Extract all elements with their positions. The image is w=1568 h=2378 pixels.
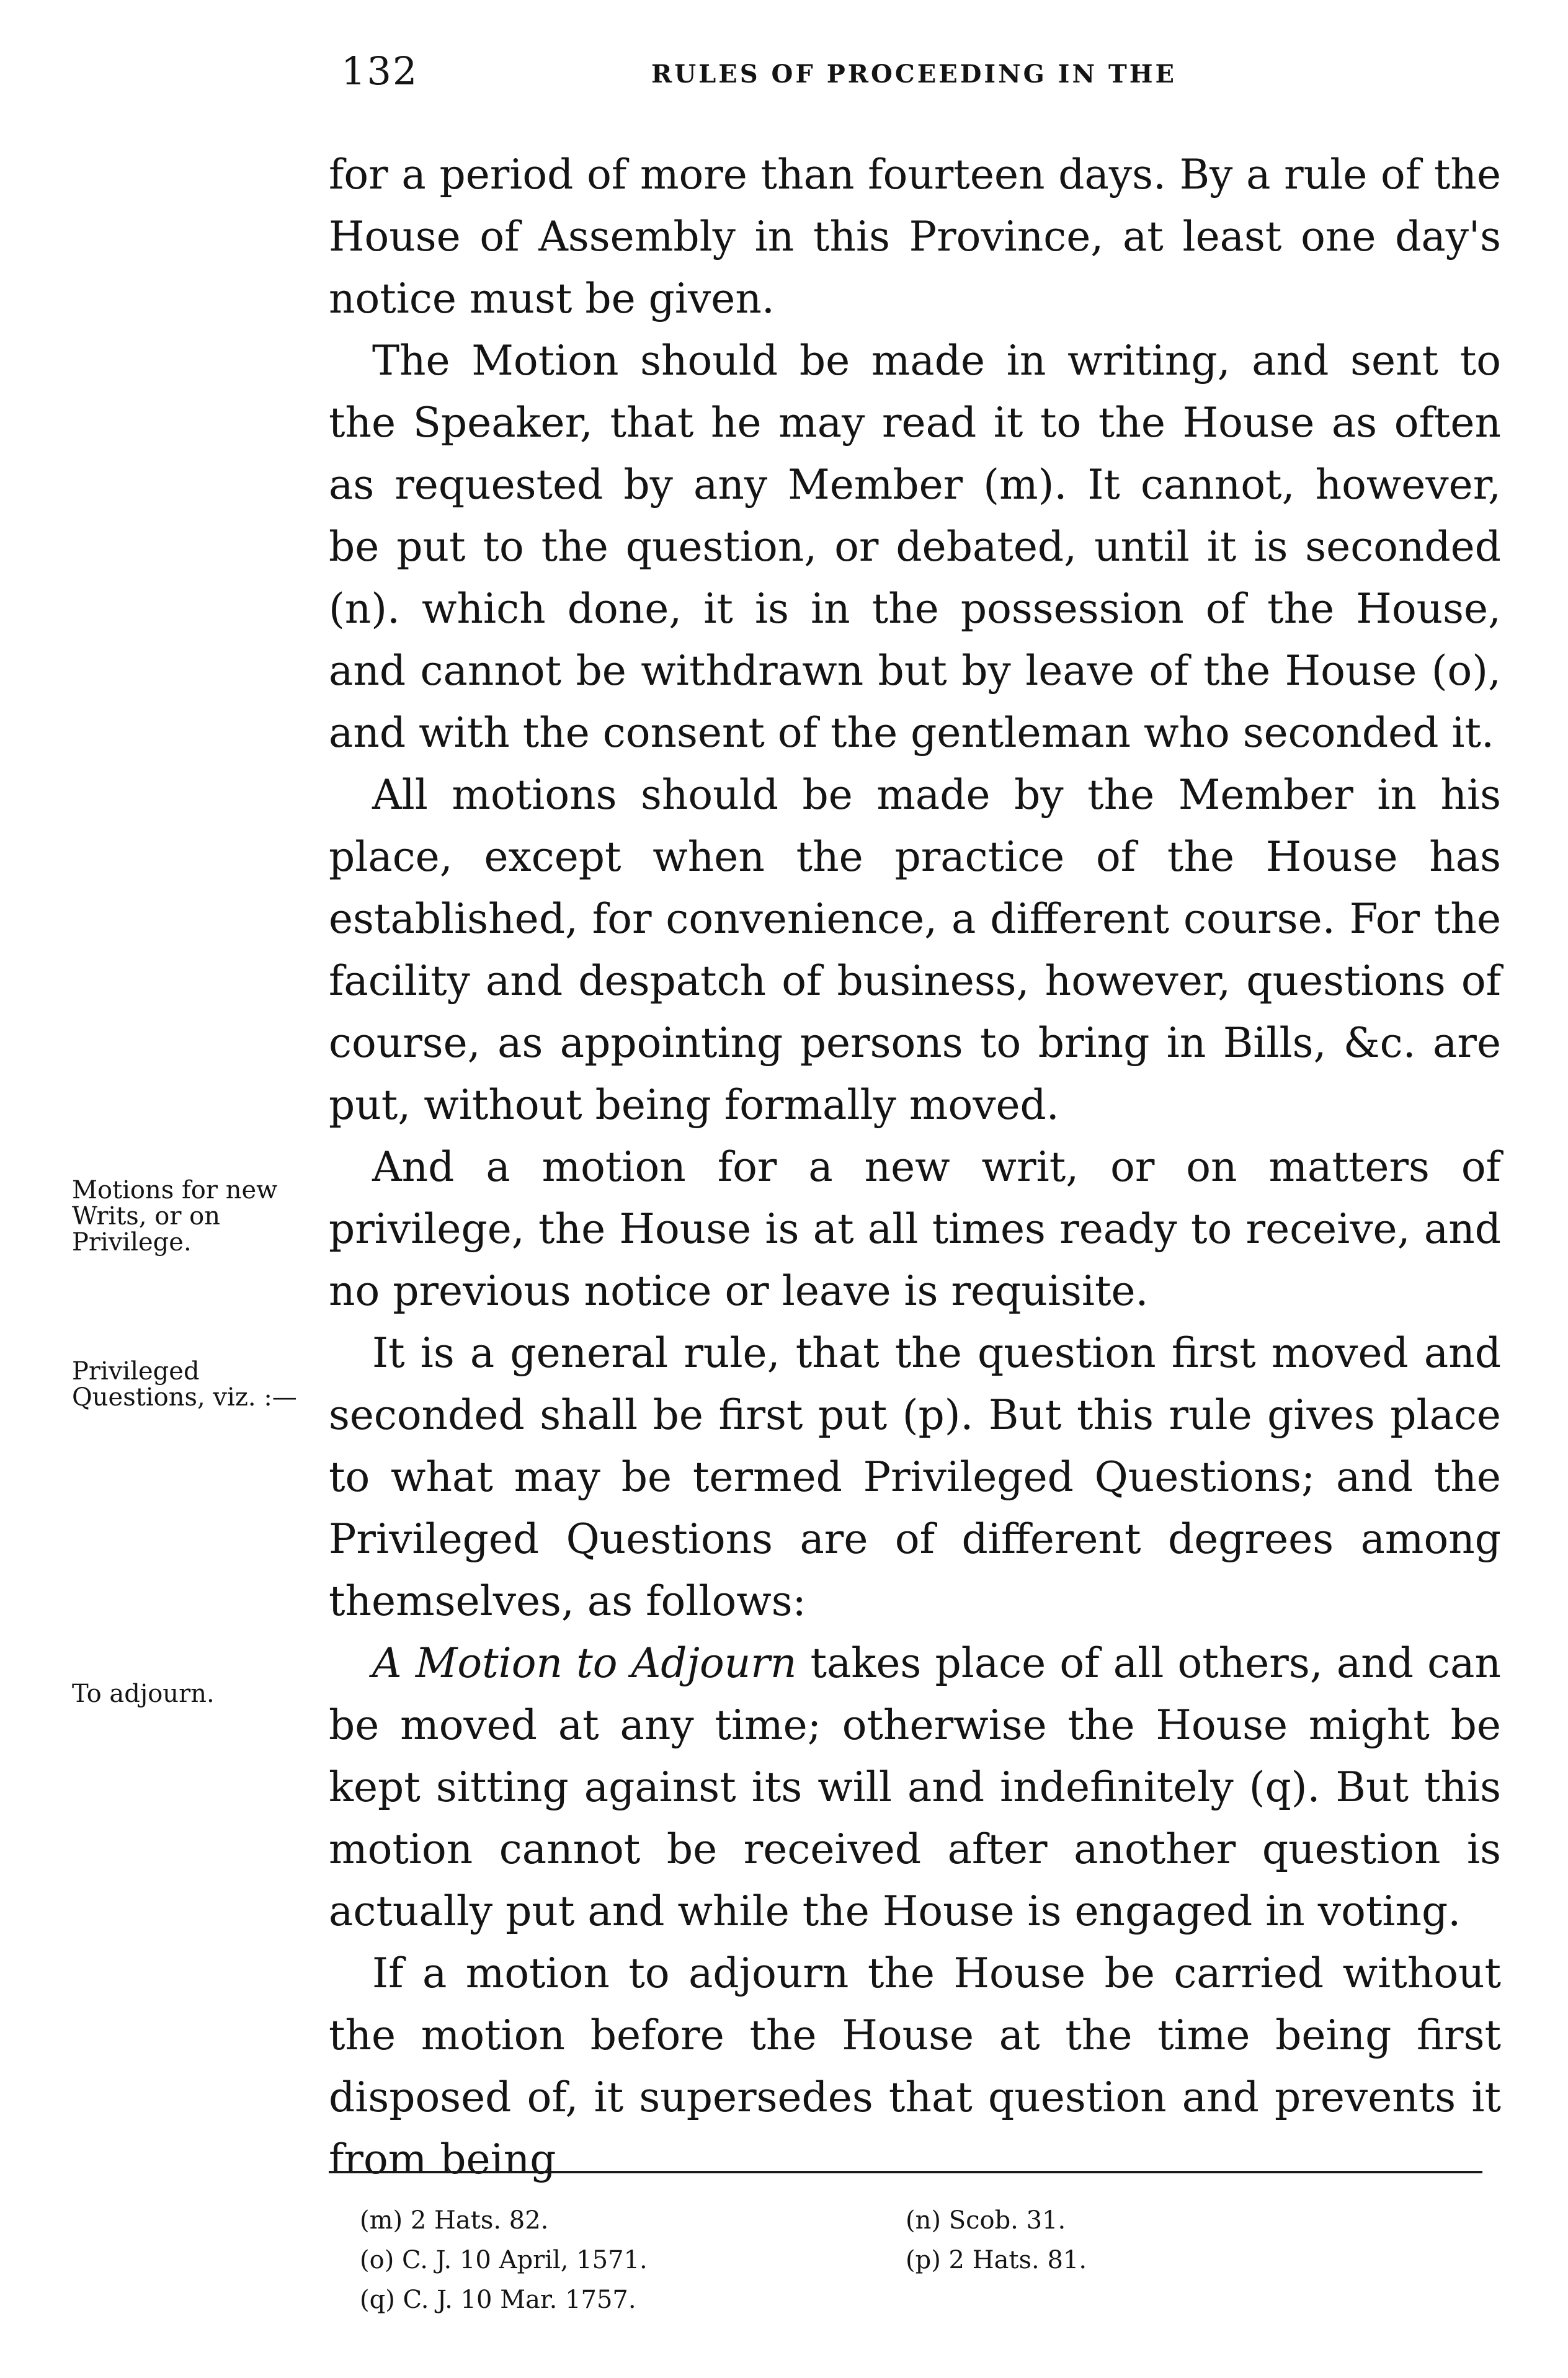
paragraph-4: And a motion for a new writ, or on matters of privilege, the House is at all times ready to receive, and no previous notice or leave is requisite. bbox=[329, 1143, 1501, 1315]
footnote-n: (n) Scob. 31. bbox=[906, 2206, 1066, 2235]
body-text bbox=[329, 144, 1501, 2191]
paragraph-6 bbox=[329, 1632, 1501, 1943]
paragraph-6-text: takes place of all others, and can be moved at any time; otherwise the House might be kept sitting against its will and indefinitely (q). But this motion cannot be received after another question is actually put and while the House is engaged in voting. bbox=[329, 1639, 1501, 1935]
footnote-o: (o) C. J. 10 April, 1571. bbox=[360, 2246, 648, 2274]
motion-to-adjourn-italic: A Motion to Adjourn bbox=[372, 1639, 797, 1687]
footnote-m: (m) 2 Hats. 82. bbox=[360, 2206, 549, 2235]
footnote-row bbox=[360, 2280, 1241, 2320]
footnote-rule bbox=[329, 2171, 1482, 2173]
page-header bbox=[341, 48, 1482, 104]
footnote-row bbox=[360, 2201, 1241, 2240]
footnote-row bbox=[360, 2240, 1241, 2280]
footnote-p: (p) 2 Hats. 81. bbox=[906, 2246, 1087, 2274]
paragraph-2: The Motion should be made in writing, and sent to the Speaker, that he may read it to the House as often as requested by any Member (m). It cannot, however, be put to the question, or debated, until it is seconded (n). which done, it is in the possession of the House, and cannot be withdrawn but by leave of the House (o), and with the consent of the gentleman who seconded it. bbox=[329, 337, 1501, 757]
page-number: 132 bbox=[341, 48, 419, 94]
margin-note-privileged-questions: Privileged Questions, viz. :— bbox=[72, 1357, 297, 1412]
running-head: RULES OF PROCEEDING IN THE bbox=[651, 60, 1177, 89]
footnotes bbox=[360, 2201, 1241, 2320]
margin-note-new-writs: Motions for new Writs, or on Privilege. bbox=[72, 1176, 278, 1257]
paragraph-5: It is a general rule, that the question first moved and seconded shall be first put (p). But this rule gives place to what may be termed Privileged Questions; and the Privileged Questions are of different degrees among themselves, as follows: bbox=[329, 1329, 1501, 1625]
paragraph-7: If a motion to adjourn the House be carried without the motion before the House at the time being first disposed of, it supersedes that question and prevents it from being bbox=[329, 1949, 1501, 2183]
paragraph-1: for a period of more than fourteen days. By a rule of the House of Assembly in this Province, at least one day's notice must be given. bbox=[329, 151, 1501, 323]
footnote-q: (q) C. J. 10 Mar. 1757. bbox=[360, 2286, 636, 2314]
margin-note-to-adjourn: To adjourn. bbox=[72, 1680, 215, 1708]
paragraph-3: All motions should be made by the Member in his place, except when the practice of the House has established, for convenience, a different course. For the facility and despatch of business, however, questions of course, as appointing persons to bring in Bills, &c. are put, without being formally moved. bbox=[329, 771, 1501, 1129]
